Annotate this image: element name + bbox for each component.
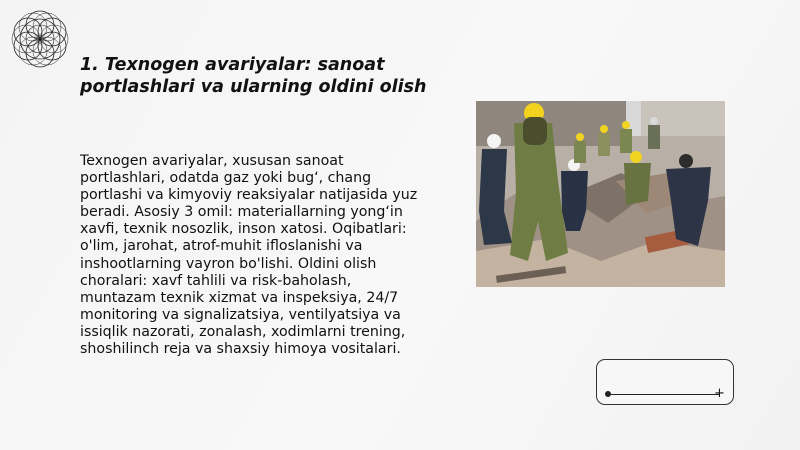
slide-title: 1. Texnogen avariyalar: sanoat portlashlari va ularning oldini olish: [80, 55, 427, 97]
media-slider-card[interactable]: [596, 359, 734, 405]
slider-track[interactable]: [608, 394, 720, 395]
slider-handle[interactable]: [605, 391, 611, 397]
rescue-scene-photo: [476, 101, 725, 287]
rescue-scene-image: [476, 101, 725, 287]
rosette-logo-icon: [6, 5, 74, 73]
slide-body-text: Texnogen avariyalar, xususan sanoat portlashlari, odatda gaz yoki bug‘, chang portlashi va kimyoviy reaksiyalar natijasida yuz beradi. Asosiy 3 omil: materiallarning yong‘in xavfi, texnik nosozlik, inson xatosi. Oqibatlari: o'lim, jarohat, atrof-muhit ifloslanishi va inshootlarning vayron bo'lishi. Oldini olish choralari: xavf tahlili va risk-baholash, muntazam texnik xizmat va inspeksiya, 24/7 monitoring va signalizatsiya, ventilyatsiya va issiqlik nazorati, zonalash, xodimlarni trening, shoshilinch reja va shaxsiy himoya vositalari.: [80, 153, 418, 358]
plus-icon[interactable]: +: [714, 386, 725, 401]
